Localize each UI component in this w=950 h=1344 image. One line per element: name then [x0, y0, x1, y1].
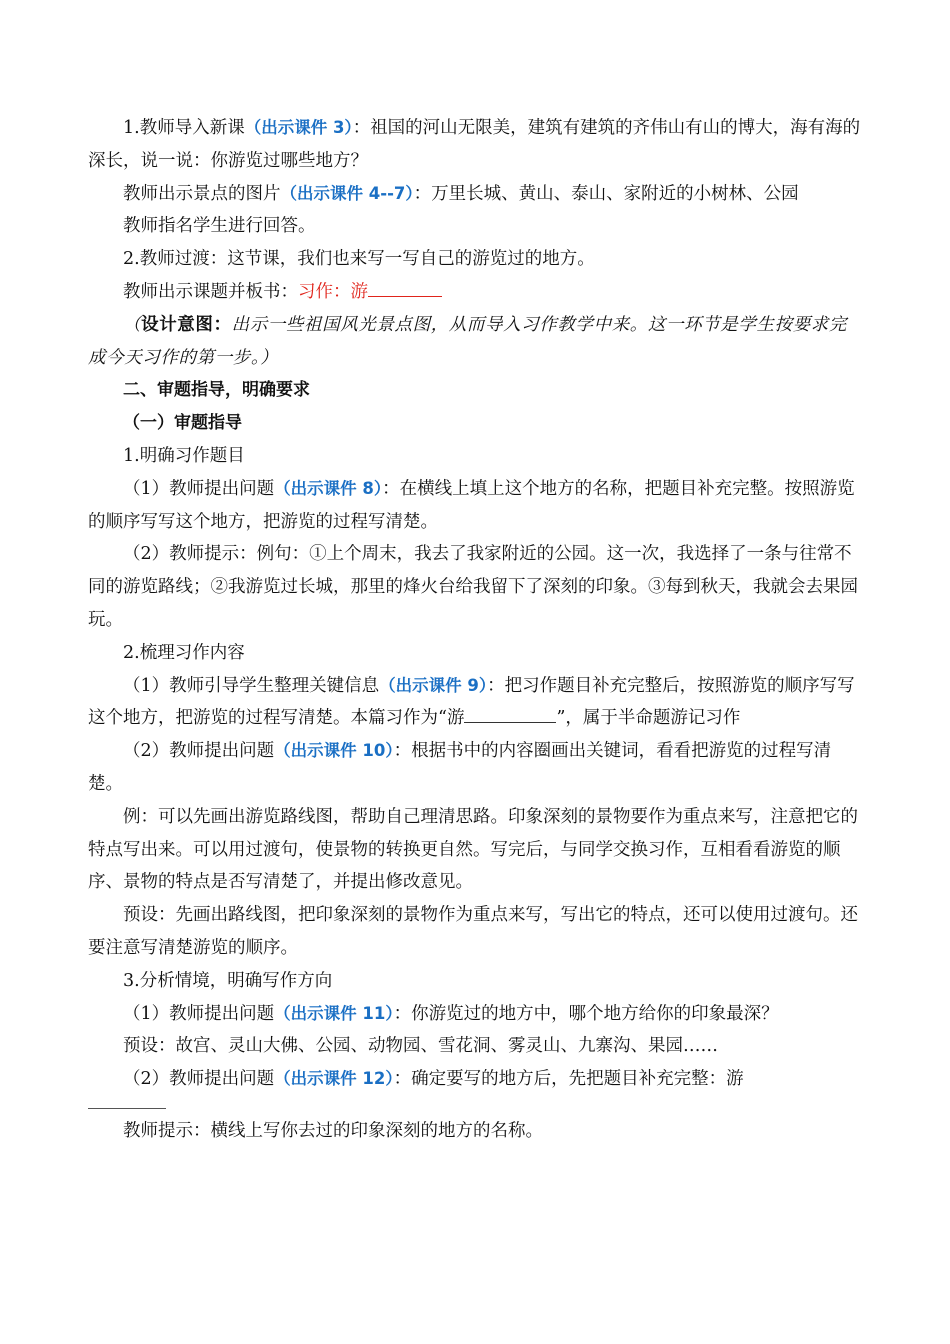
step-1a: （1）教师提出问题（出示课件 8）：在横线上填上这个地方的名称，把题目补充完整。按照游览的顺序写写这个地方，把游览的过程写清楚。 [88, 478, 855, 532]
step-3b-preset: 预设：故宫、灵山大佛、公园、动物园、雪花洞、雾灵山、九寨沟、果园…… [123, 1036, 718, 1057]
courseware-link-10[interactable]: （出示课件 10） [274, 741, 394, 761]
design-intent-label: 设计意图： [141, 314, 232, 335]
step-3c: （2）教师提出问题（出示课件 12）：确定要写的地方后，先把题目补充完整：游 [123, 1069, 744, 1090]
courseware-link-8[interactable]: （出示课件 8） [274, 478, 383, 498]
paragraph-student-answer: 教师指名学生进行回答。 [123, 216, 316, 237]
courseware-link-4-7[interactable]: （出示课件 4--7） [280, 183, 414, 203]
title-blank-line [464, 704, 556, 723]
document-body [88, 112, 864, 1148]
fill-in-blank-line [88, 1108, 166, 1109]
paragraph-board-title: 教师出示课题并板书：习作：游 [88, 276, 864, 309]
courseware-link-3[interactable]: （出示课件 3） [244, 118, 353, 137]
step-2c-example: 例：可以先画出游览路线图，帮助自己理清思路。印象深刻的景物要作为重点来写，注意把它的特点写出来。可以用过渡句，使景物的转换更自然。写完后，与同学交换习作，互相看看游览的顺序、景物的特点是否写清楚了，并提出修改意见。 [88, 806, 858, 893]
courseware-link-12[interactable]: （出示课件 12） [274, 1069, 394, 1089]
step-1-title: 1.明确习作题目 [123, 445, 245, 466]
topic-blank-line [368, 278, 442, 297]
step-2d-preset: 预设：先画出路线图，把印象深刻的景物作为重点来写，写出它的特点，还可以使用过渡句。还要注意写清楚游览的顺序。 [88, 905, 858, 958]
step-2a: （1）教师引导学生整理关键信息（出示课件 9）：把习作题目补充完整后，按照游览的顺序写写这个地方，把游览的过程写清楚。本篇习作为“游 ”，属于半命题游记习作 [88, 675, 855, 729]
step-2-title: 2.梳理习作内容 [123, 642, 245, 663]
paragraph-show-pictures: 教师出示景点的图片（出示课件 4--7）：万里长城、黄山、泰山、家附近的小树林、公园 [123, 183, 799, 204]
teacher-hint: 教师提示：横线上写你去过的印象深刻的地方的名称。 [123, 1120, 543, 1141]
step-3-title: 3.分析情境，明确写作方向 [123, 970, 333, 991]
subsection-heading-1: （一）审题指导 [123, 413, 242, 434]
step-2b: （2）教师提出问题（出示课件 10）：根据书中的内容圈画出关键词，看看把游览的过程写清楚。 [88, 741, 832, 794]
paragraph-intro: 1.教师导入新课（出示课件 3）：祖国的河山无限美，建筑有建筑的齐伟山有山的博大，海有海的深长，说一说：你游览过哪些地方？ [88, 118, 861, 171]
topic-title: 习作：游 [298, 281, 368, 302]
courseware-link-11[interactable]: （出示课件 11） [274, 1003, 394, 1023]
section-heading-2: 二、审题指导，明确要求 [123, 380, 310, 401]
step-3a: （1）教师提出问题（出示课件 11）：你游览过的地方中，哪个地方给你的印象最深？ [123, 1003, 779, 1024]
courseware-link-9[interactable]: （出示课件 9） [379, 675, 488, 695]
design-intent-note: （设计意图：出示一些祖国风光景点图，从而导入习作教学中来。这一环节是学生按要求完成今天习作的第一步。） [88, 314, 848, 368]
paragraph-transition: 2.教师过渡：这节课，我们也来写一写自己的游览过的地方。 [123, 249, 595, 270]
step-1b: （2）教师提示：例句：①上个周末，我去了我家附近的公园。这一次，我选择了一条与往常不同的游览路线；②我游览过长城，那里的烽火台给我留下了深刻的印象。③每到秋天，我就会去果园玩。 [88, 544, 858, 630]
